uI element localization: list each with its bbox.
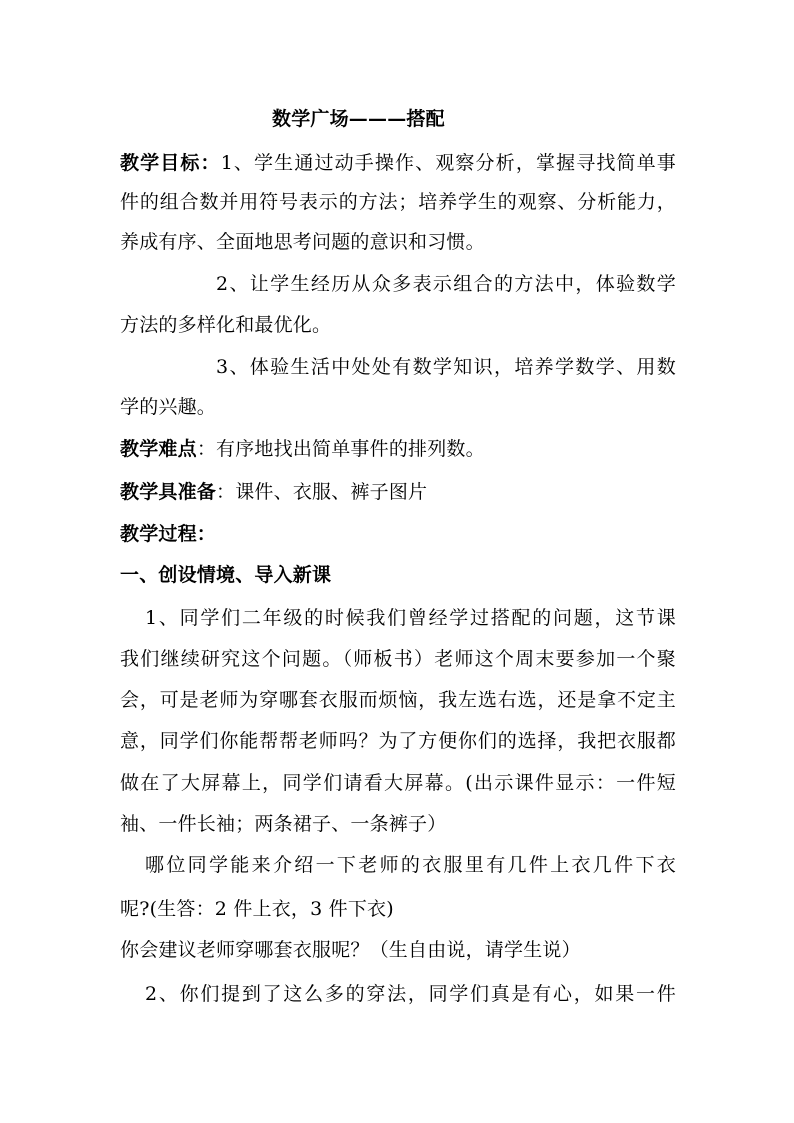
objectives-label: 教学目标： — [120, 152, 221, 174]
objectives-item-2-line-2: 方法的多样化和最优化。 — [120, 314, 332, 336]
difficulty-line — [120, 437, 676, 461]
objectives-item-3-line-1: 3、体验生活中处处有数学知识，培养学数学、用数 — [216, 356, 676, 378]
section-1-paragraph-1-line-2: 我们继续研究这个问题。（师板书）老师这个周末要参加一个聚 — [120, 648, 676, 670]
tools-text: ：课件、衣服、裤子图片 — [216, 481, 428, 503]
section-1-paragraph-4-line-1: 2、你们提到了这么多的穿法，同学们真是有心，如果一件 — [145, 983, 676, 1005]
section-1-paragraph-2-line-1: 哪位同学能来介绍一下老师的衣服里有几件上衣几件下衣 — [145, 854, 676, 876]
difficulty-text: ：有序地找出简单事件的排列数。 — [196, 438, 485, 460]
process-label: 教学过程： — [120, 523, 217, 545]
section-1-paragraph-1-line-5: 做在了大屏幕上，同学们请看大屏幕。(出示课件显示：一件短 — [120, 772, 676, 794]
section-1-paragraph-1-line-4: 意，同学们你能帮帮老师吗？为了方便你们的选择，我把衣服都 — [120, 730, 676, 752]
section-1-paragraph-1-line-6: 袖、一件长袖；两条裙子、一条裤子） — [120, 813, 447, 835]
tools-line — [120, 480, 676, 504]
objectives-item-3-line-2: 学的兴趣。 — [120, 396, 217, 418]
difficulty-label: 教学难点 — [120, 438, 197, 460]
section-1-paragraph-2-line-2: 呢?(生答：2 件上衣，3 件下衣) — [120, 898, 394, 920]
objectives-line-3: 养成有序、全面地思考问题的意识和习惯。 — [120, 231, 485, 253]
section-1-heading: 一、创设情境、导入新课 — [120, 564, 332, 586]
section-1-paragraph-1-line-3: 会，可是老师为穿哪套衣服而烦恼，我左选右选，还是拿不定主 — [120, 689, 676, 711]
objectives-line-2: 件的组合数并用符号表示的方法；培养学生的观察、分析能力， — [120, 191, 676, 213]
objectives-line-1 — [120, 151, 676, 175]
tools-label: 教学具准备 — [120, 481, 217, 503]
objectives-line-1-text: 1、学生通过动手操作、观察分析，掌握寻找简单事 — [220, 152, 676, 174]
section-1-paragraph-1-line-1: 1、同学们二年级的时候我们曾经学过搭配的问题，这节课 — [145, 607, 676, 629]
section-1-paragraph-3-line-1: 你会建议老师穿哪套衣服呢？（生自由说，请学生说） — [120, 939, 581, 961]
document-title: 数学广场———搭配 — [272, 108, 445, 130]
objectives-item-2-line-1: 2、让学生经历从众多表示组合的方法中，体验数学 — [216, 273, 676, 295]
